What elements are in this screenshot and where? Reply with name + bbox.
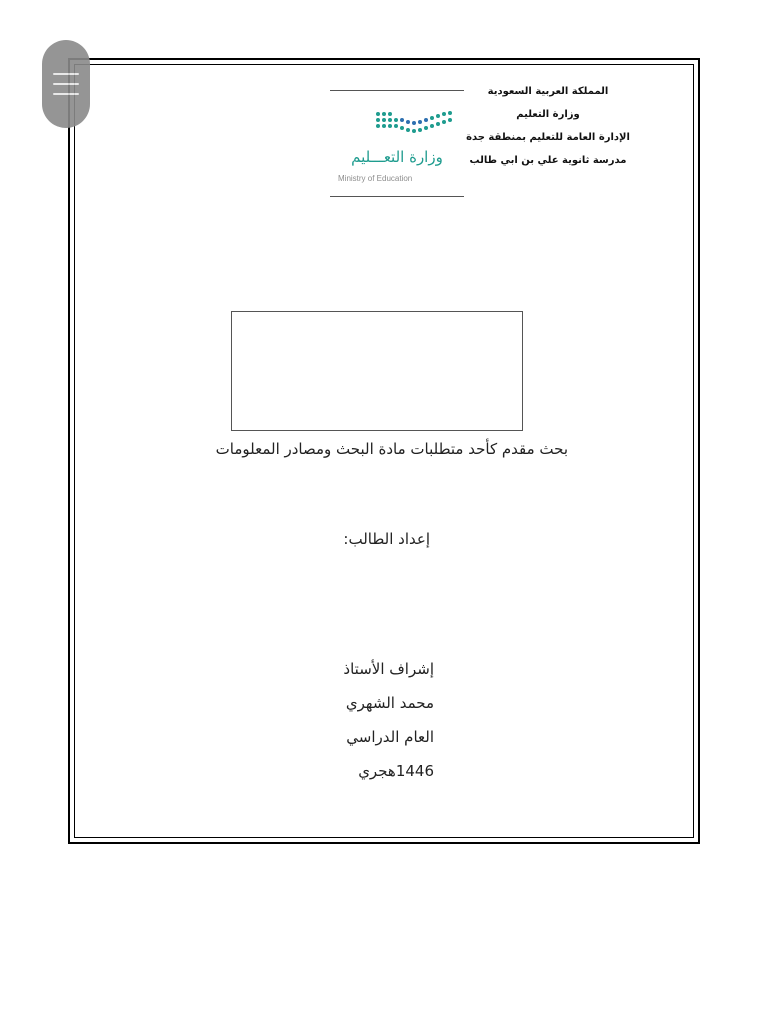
logo-english-wordmark: Ministry of Education xyxy=(338,174,413,183)
supervision-block xyxy=(250,652,434,788)
header-country: المملكة العربية السعودية xyxy=(487,86,609,97)
hamburger-menu-icon xyxy=(53,73,79,75)
title-placeholder-box xyxy=(231,311,523,431)
logo-top-rule xyxy=(330,90,464,91)
logo-arabic-wordmark: وزارة التعـــليم xyxy=(351,148,443,166)
header-school: مدرسة ثانوية علي بن ابي طالب xyxy=(469,155,627,166)
prepared-by-label: إعداد الطالب: xyxy=(343,530,430,548)
academic-year-label: العام الدراسي xyxy=(346,728,434,746)
ministry-header xyxy=(428,80,668,172)
supervision-label: إشراف الأستاذ xyxy=(343,660,434,678)
header-directorate: الإدارة العامة للتعليم بمنطقة جدة xyxy=(466,132,630,143)
logo-dots-icon xyxy=(374,110,458,136)
hamburger-menu-icon-bar-3 xyxy=(53,93,79,95)
hamburger-menu-icon-bar-2 xyxy=(53,83,79,85)
header-ministry: وزارة التعليم xyxy=(516,109,580,120)
menu-button[interactable] xyxy=(42,40,90,128)
teacher-name: محمد الشهري xyxy=(345,694,434,712)
logo-bottom-rule xyxy=(330,196,464,197)
academic-year-value: 1446هجري xyxy=(358,762,434,780)
research-subtitle: بحث مقدم كأحد متطلبات مادة البحث ومصادر المعلومات xyxy=(215,440,568,458)
ministry-logo xyxy=(330,90,464,196)
